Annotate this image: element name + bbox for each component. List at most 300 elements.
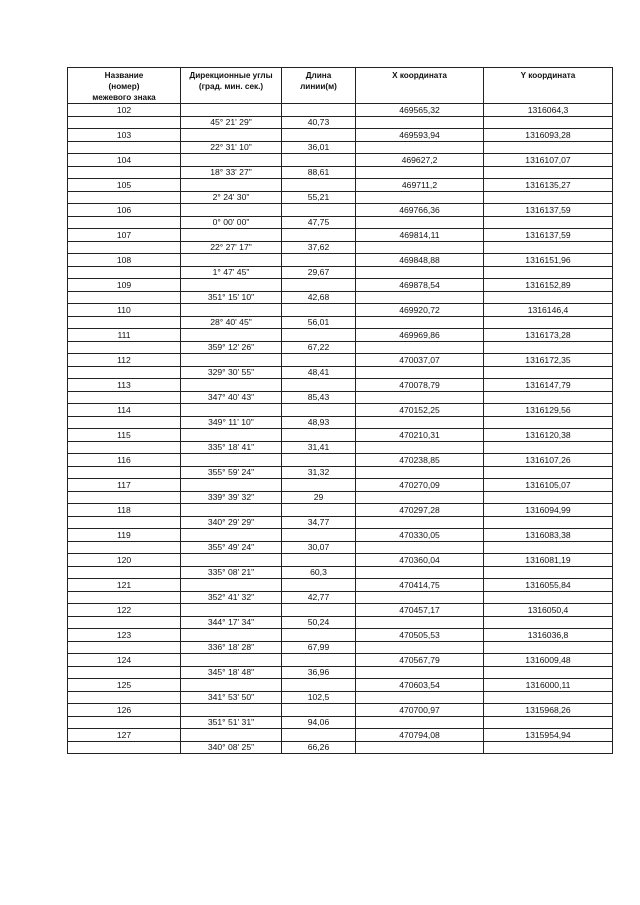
point-row — [68, 629, 613, 642]
empty-cell — [356, 491, 484, 504]
point-name-cell: 120 — [68, 554, 181, 567]
empty-cell — [68, 466, 181, 479]
point-row — [68, 154, 613, 167]
empty-cell — [68, 591, 181, 604]
y-coordinate-cell: 1316147,79 — [484, 379, 613, 392]
x-coordinate-cell: 470037,07 — [356, 354, 484, 367]
empty-cell — [484, 466, 613, 479]
x-coordinate-cell: 469814,11 — [356, 229, 484, 242]
empty-cell — [356, 116, 484, 129]
direction-angle-cell: 351° 51' 31" — [181, 716, 282, 729]
empty-cell — [484, 291, 613, 304]
empty-cell — [484, 591, 613, 604]
point-row — [68, 129, 613, 142]
line-length-cell: 50,24 — [282, 616, 356, 629]
line-length-cell: 66,26 — [282, 741, 356, 754]
direction-angle-cell: 28° 40' 45" — [181, 316, 282, 329]
empty-cell — [282, 304, 356, 317]
line-length-cell: 67,99 — [282, 641, 356, 654]
empty-cell — [181, 204, 282, 217]
table-body — [68, 104, 613, 754]
segment-row — [68, 616, 613, 629]
line-length-cell: 42,68 — [282, 291, 356, 304]
empty-cell — [282, 604, 356, 617]
empty-cell — [356, 241, 484, 254]
empty-cell — [68, 316, 181, 329]
point-row — [68, 329, 613, 342]
point-name-cell: 126 — [68, 704, 181, 717]
empty-cell — [356, 341, 484, 354]
point-row — [68, 429, 613, 442]
y-coordinate-cell: 1316050,4 — [484, 604, 613, 617]
point-row — [68, 354, 613, 367]
empty-cell — [484, 116, 613, 129]
segment-row — [68, 466, 613, 479]
y-coordinate-cell: 1316172,35 — [484, 354, 613, 367]
empty-cell — [484, 216, 613, 229]
point-row — [68, 729, 613, 742]
direction-angle-cell: 344° 17' 34" — [181, 616, 282, 629]
empty-cell — [68, 341, 181, 354]
empty-cell — [356, 291, 484, 304]
empty-cell — [282, 679, 356, 692]
empty-cell — [484, 391, 613, 404]
empty-cell — [356, 366, 484, 379]
empty-cell — [484, 491, 613, 504]
empty-cell — [484, 441, 613, 454]
empty-cell — [282, 479, 356, 492]
empty-cell — [356, 516, 484, 529]
empty-cell — [68, 716, 181, 729]
segment-row — [68, 366, 613, 379]
point-name-cell: 118 — [68, 504, 181, 517]
direction-angle-cell: 340° 08' 25" — [181, 741, 282, 754]
empty-cell — [356, 541, 484, 554]
segment-row — [68, 666, 613, 679]
segment-row — [68, 266, 613, 279]
line-length-cell: 56,01 — [282, 316, 356, 329]
empty-cell — [282, 379, 356, 392]
segment-row — [68, 341, 613, 354]
point-name-cell: 107 — [68, 229, 181, 242]
x-coordinate-cell: 470210,31 — [356, 429, 484, 442]
direction-angle-cell: 18° 33' 27" — [181, 166, 282, 179]
x-coordinate-cell: 470505,53 — [356, 629, 484, 642]
y-coordinate-cell: 1316135,27 — [484, 179, 613, 192]
empty-cell — [181, 729, 282, 742]
empty-cell — [181, 454, 282, 467]
point-row — [68, 454, 613, 467]
point-name-cell: 124 — [68, 654, 181, 667]
empty-cell — [484, 416, 613, 429]
direction-angle-cell: 2° 24' 30" — [181, 191, 282, 204]
empty-cell — [282, 129, 356, 142]
y-coordinate-cell: 1315954,94 — [484, 729, 613, 742]
direction-angle-cell: 329° 30' 55" — [181, 366, 282, 379]
empty-cell — [356, 416, 484, 429]
point-name-cell: 104 — [68, 154, 181, 167]
empty-cell — [68, 566, 181, 579]
empty-cell — [484, 316, 613, 329]
empty-cell — [282, 554, 356, 567]
empty-cell — [484, 741, 613, 754]
point-row — [68, 204, 613, 217]
empty-cell — [282, 179, 356, 192]
empty-cell — [68, 241, 181, 254]
point-name-cell: 111 — [68, 329, 181, 342]
direction-angle-cell: 335° 08' 21" — [181, 566, 282, 579]
point-row — [68, 704, 613, 717]
empty-cell — [356, 716, 484, 729]
y-coordinate-cell: 1316129,56 — [484, 404, 613, 417]
x-coordinate-cell: 469627,2 — [356, 154, 484, 167]
empty-cell — [484, 516, 613, 529]
point-row — [68, 229, 613, 242]
x-coordinate-cell: 470330,05 — [356, 529, 484, 542]
empty-cell — [181, 229, 282, 242]
y-coordinate-cell: 1316146,4 — [484, 304, 613, 317]
y-coordinate-cell: 1316093,28 — [484, 129, 613, 142]
empty-cell — [282, 504, 356, 517]
empty-cell — [484, 641, 613, 654]
empty-cell — [181, 579, 282, 592]
header-line-length-line1: Длина — [305, 71, 332, 80]
empty-cell — [181, 529, 282, 542]
empty-cell — [181, 504, 282, 517]
empty-cell — [181, 629, 282, 642]
empty-cell — [484, 366, 613, 379]
empty-cell — [356, 266, 484, 279]
line-length-cell: 42,77 — [282, 591, 356, 604]
y-coordinate-cell: 1316107,26 — [484, 454, 613, 467]
empty-cell — [356, 466, 484, 479]
segment-row — [68, 316, 613, 329]
point-row — [68, 529, 613, 542]
x-coordinate-cell: 470567,79 — [356, 654, 484, 667]
empty-cell — [68, 116, 181, 129]
direction-angle-cell: 45° 21' 29" — [181, 116, 282, 129]
segment-row — [68, 641, 613, 654]
point-row — [68, 604, 613, 617]
y-coordinate-cell: 1316137,59 — [484, 204, 613, 217]
segment-row — [68, 416, 613, 429]
line-length-cell: 67,22 — [282, 341, 356, 354]
y-coordinate-cell: 1316137,59 — [484, 229, 613, 242]
point-name-cell: 123 — [68, 629, 181, 642]
line-length-cell: 29 — [282, 491, 356, 504]
empty-cell — [484, 166, 613, 179]
boundary-coordinates-table — [67, 67, 613, 754]
point-name-cell: 122 — [68, 604, 181, 617]
x-coordinate-cell: 469711,2 — [356, 179, 484, 192]
header-direction-angle-line2: (град. мин. сек.) — [198, 82, 264, 91]
y-coordinate-cell: 1316173,28 — [484, 329, 613, 342]
empty-cell — [181, 154, 282, 167]
empty-cell — [282, 104, 356, 117]
empty-cell — [356, 616, 484, 629]
header-point-name — [68, 68, 181, 104]
line-length-cell: 31,32 — [282, 466, 356, 479]
table-header-row — [68, 68, 613, 104]
empty-cell — [181, 304, 282, 317]
empty-cell — [68, 441, 181, 454]
y-coordinate-cell: 1316105,07 — [484, 479, 613, 492]
direction-angle-cell: 22° 27' 17" — [181, 241, 282, 254]
empty-cell — [282, 579, 356, 592]
empty-cell — [484, 191, 613, 204]
empty-cell — [68, 166, 181, 179]
segment-row — [68, 516, 613, 529]
line-length-cell: 88,61 — [282, 166, 356, 179]
empty-cell — [282, 654, 356, 667]
point-row — [68, 654, 613, 667]
x-coordinate-cell: 470603,54 — [356, 679, 484, 692]
empty-cell — [181, 379, 282, 392]
x-coordinate-cell: 470297,28 — [356, 504, 484, 517]
point-name-cell: 125 — [68, 679, 181, 692]
x-coordinate-cell: 470414,75 — [356, 579, 484, 592]
line-length-cell: 85,43 — [282, 391, 356, 404]
empty-cell — [282, 254, 356, 267]
empty-cell — [181, 479, 282, 492]
direction-angle-cell: 22° 31' 10" — [181, 141, 282, 154]
x-coordinate-cell: 470457,17 — [356, 604, 484, 617]
point-row — [68, 404, 613, 417]
y-coordinate-cell: 1316000,11 — [484, 679, 613, 692]
empty-cell — [68, 616, 181, 629]
segment-row — [68, 691, 613, 704]
segment-row — [68, 716, 613, 729]
line-length-cell: 31,41 — [282, 441, 356, 454]
point-name-cell: 127 — [68, 729, 181, 742]
empty-cell — [68, 266, 181, 279]
x-coordinate-cell: 470152,25 — [356, 404, 484, 417]
direction-angle-cell: 347° 40' 43" — [181, 391, 282, 404]
empty-cell — [68, 141, 181, 154]
point-name-cell: 110 — [68, 304, 181, 317]
point-row — [68, 179, 613, 192]
point-row — [68, 104, 613, 117]
empty-cell — [484, 616, 613, 629]
x-coordinate-cell: 469920,72 — [356, 304, 484, 317]
empty-cell — [181, 254, 282, 267]
empty-cell — [68, 291, 181, 304]
point-name-cell: 112 — [68, 354, 181, 367]
empty-cell — [356, 566, 484, 579]
empty-cell — [356, 191, 484, 204]
x-coordinate-cell: 469848,88 — [356, 254, 484, 267]
x-coordinate-cell: 470270,09 — [356, 479, 484, 492]
empty-cell — [484, 241, 613, 254]
empty-cell — [68, 516, 181, 529]
empty-cell — [484, 566, 613, 579]
empty-cell — [282, 429, 356, 442]
line-length-cell: 60,3 — [282, 566, 356, 579]
segment-row — [68, 216, 613, 229]
segment-row — [68, 291, 613, 304]
y-coordinate-cell: 1316152,89 — [484, 279, 613, 292]
empty-cell — [181, 404, 282, 417]
line-length-cell: 48,41 — [282, 366, 356, 379]
point-name-cell: 109 — [68, 279, 181, 292]
direction-angle-cell: 351° 15' 10" — [181, 291, 282, 304]
line-length-cell: 36,01 — [282, 141, 356, 154]
empty-cell — [181, 679, 282, 692]
empty-cell — [356, 316, 484, 329]
point-row — [68, 279, 613, 292]
line-length-cell: 29,67 — [282, 266, 356, 279]
empty-cell — [356, 441, 484, 454]
line-length-cell: 48,93 — [282, 416, 356, 429]
point-row — [68, 554, 613, 567]
direction-angle-cell: 355° 59' 24" — [181, 466, 282, 479]
empty-cell — [181, 429, 282, 442]
empty-cell — [484, 266, 613, 279]
direction-angle-cell: 352° 41' 32" — [181, 591, 282, 604]
empty-cell — [282, 529, 356, 542]
empty-cell — [68, 741, 181, 754]
empty-cell — [181, 604, 282, 617]
line-length-cell: 102,5 — [282, 691, 356, 704]
line-length-cell: 47,75 — [282, 216, 356, 229]
line-length-cell: 30,07 — [282, 541, 356, 554]
x-coordinate-cell: 469593,94 — [356, 129, 484, 142]
empty-cell — [68, 491, 181, 504]
y-coordinate-cell: 1316081,19 — [484, 554, 613, 567]
header-y-coordinate: Y координата — [484, 68, 613, 104]
x-coordinate-cell: 470794,08 — [356, 729, 484, 742]
direction-angle-cell: 355° 49' 24" — [181, 541, 282, 554]
y-coordinate-cell: 1316120,38 — [484, 429, 613, 442]
y-coordinate-cell: 1316036,8 — [484, 629, 613, 642]
x-coordinate-cell: 469766,36 — [356, 204, 484, 217]
direction-angle-cell: 341° 53' 50" — [181, 691, 282, 704]
empty-cell — [484, 691, 613, 704]
empty-cell — [356, 691, 484, 704]
empty-cell — [68, 366, 181, 379]
segment-row — [68, 166, 613, 179]
empty-cell — [282, 329, 356, 342]
direction-angle-cell: 345° 18' 48" — [181, 666, 282, 679]
empty-cell — [68, 666, 181, 679]
line-length-cell: 37,62 — [282, 241, 356, 254]
empty-cell — [356, 741, 484, 754]
line-length-cell: 55,21 — [282, 191, 356, 204]
empty-cell — [68, 541, 181, 554]
empty-cell — [68, 691, 181, 704]
header-direction-angle — [181, 68, 282, 104]
x-coordinate-cell: 470238,85 — [356, 454, 484, 467]
segment-row — [68, 241, 613, 254]
empty-cell — [181, 329, 282, 342]
direction-angle-cell: 336° 18' 28" — [181, 641, 282, 654]
segment-row — [68, 741, 613, 754]
empty-cell — [282, 729, 356, 742]
y-coordinate-cell: 1316094,99 — [484, 504, 613, 517]
line-length-cell: 34,77 — [282, 516, 356, 529]
y-coordinate-cell: 1316009,48 — [484, 654, 613, 667]
empty-cell — [356, 216, 484, 229]
header-direction-angle-line1: Дирекционные углы — [189, 71, 273, 80]
empty-cell — [282, 354, 356, 367]
empty-cell — [68, 191, 181, 204]
empty-cell — [181, 279, 282, 292]
x-coordinate-cell: 469565,32 — [356, 104, 484, 117]
x-coordinate-cell: 469878,54 — [356, 279, 484, 292]
y-coordinate-cell: 1315968,26 — [484, 704, 613, 717]
x-coordinate-cell: 470078,79 — [356, 379, 484, 392]
point-row — [68, 504, 613, 517]
empty-cell — [356, 666, 484, 679]
segment-row — [68, 391, 613, 404]
empty-cell — [181, 554, 282, 567]
empty-cell — [181, 104, 282, 117]
segment-row — [68, 541, 613, 554]
empty-cell — [282, 229, 356, 242]
x-coordinate-cell: 469969,86 — [356, 329, 484, 342]
empty-cell — [484, 141, 613, 154]
point-name-cell: 115 — [68, 429, 181, 442]
point-name-cell: 117 — [68, 479, 181, 492]
point-name-cell: 106 — [68, 204, 181, 217]
empty-cell — [181, 654, 282, 667]
empty-cell — [282, 704, 356, 717]
segment-row — [68, 441, 613, 454]
y-coordinate-cell: 1316064,3 — [484, 104, 613, 117]
segment-row — [68, 116, 613, 129]
point-row — [68, 379, 613, 392]
y-coordinate-cell: 1316055,84 — [484, 579, 613, 592]
line-length-cell: 94,06 — [282, 716, 356, 729]
point-name-cell: 121 — [68, 579, 181, 592]
point-name-cell: 102 — [68, 104, 181, 117]
empty-cell — [68, 416, 181, 429]
direction-angle-cell: 340° 29' 29" — [181, 516, 282, 529]
direction-angle-cell: 359° 12' 26" — [181, 341, 282, 354]
point-name-cell: 113 — [68, 379, 181, 392]
empty-cell — [356, 166, 484, 179]
point-row — [68, 579, 613, 592]
header-point-name-line1: Название — [104, 71, 144, 80]
direction-angle-cell: 1° 47' 45" — [181, 266, 282, 279]
y-coordinate-cell: 1316107,07 — [484, 154, 613, 167]
header-line-length — [282, 68, 356, 104]
empty-cell — [68, 216, 181, 229]
y-coordinate-cell: 1316151,96 — [484, 254, 613, 267]
x-coordinate-cell: 470700,97 — [356, 704, 484, 717]
header-x-coordinate: X координата — [356, 68, 484, 104]
empty-cell — [356, 391, 484, 404]
direction-angle-cell: 349° 11' 10" — [181, 416, 282, 429]
empty-cell — [356, 641, 484, 654]
segment-row — [68, 191, 613, 204]
empty-cell — [181, 129, 282, 142]
point-row — [68, 304, 613, 317]
segment-row — [68, 141, 613, 154]
point-row — [68, 254, 613, 267]
segment-row — [68, 566, 613, 579]
empty-cell — [282, 404, 356, 417]
empty-cell — [282, 629, 356, 642]
direction-angle-cell: 339° 39' 32" — [181, 491, 282, 504]
empty-cell — [68, 641, 181, 654]
segment-row — [68, 491, 613, 504]
empty-cell — [484, 541, 613, 554]
empty-cell — [282, 454, 356, 467]
point-name-cell: 116 — [68, 454, 181, 467]
line-length-cell: 36,96 — [282, 666, 356, 679]
empty-cell — [68, 391, 181, 404]
